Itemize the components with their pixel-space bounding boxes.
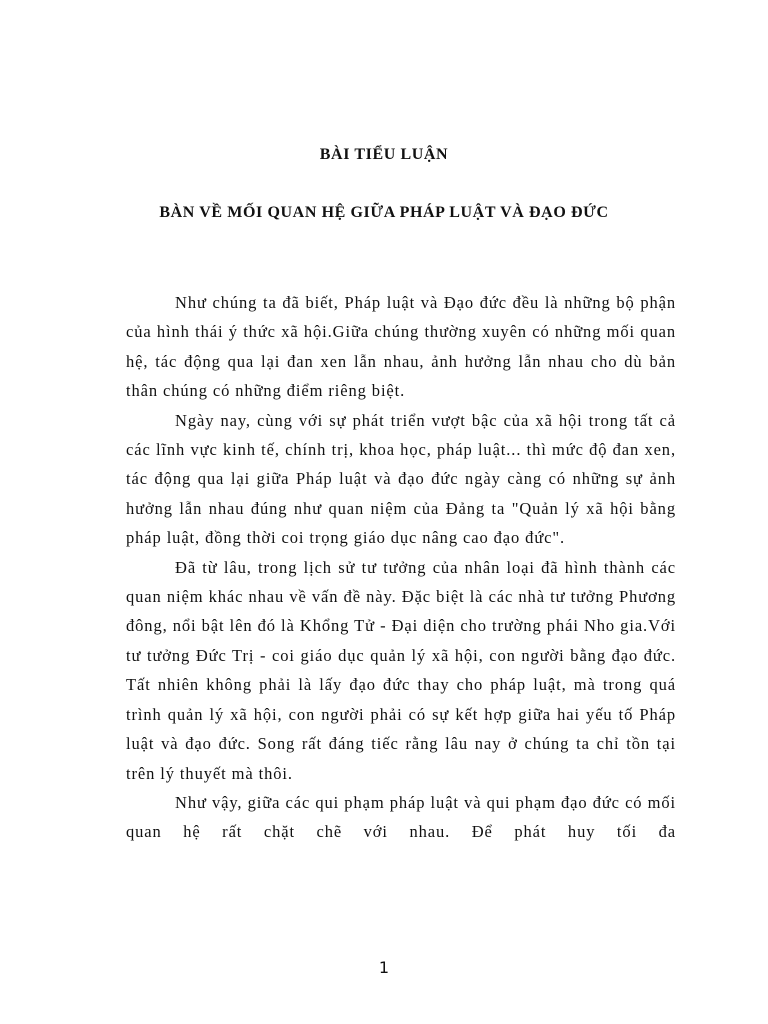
document-subtitle: BÀN VỀ MỐI QUAN HỆ GIỮA PHÁP LUẬT VÀ ĐẠO ĐỨC [159, 204, 609, 221]
document-body [126, 288, 676, 847]
document-title: BÀI TIỂU LUẬN [319, 146, 449, 163]
paragraph-1: Như chúng ta đã biết, Pháp luật và Đạo đức đều là những bộ phận của hình thái ý thức xã hội.Giữa chúng thường xuyên có những mối quan hệ, tác động qua lại đan xen lẫn nhau, ảnh hưởng lẫn nhau cho dù bản thân chúng có những điểm riêng biệt. [126, 293, 676, 401]
paragraph-3: Đã từ lâu, trong lịch sử tư tưởng của nhân loại đã hình thành các quan niệm khác nhau về vấn đề này. Đặc biệt là các nhà tư tưởng Phương đông, nổi bật lên đó là Khổng Tử - Đại diện cho trường phái Nho gia.Với tư tưởng Đức Trị - coi giáo dục quản lý xã hội, con người bằng đạo đức. Tất nhiên không phải là lấy đạo đức thay cho pháp luật, mà trong quá trình quản lý xã hội, con người phải có sự kết hợp giữa hai yếu tố Pháp luật và đạo đức. Song rất đáng tiếc rằng lâu nay ở chúng ta chỉ tồn tại trên lý thuyết mà thôi. [126, 557, 676, 783]
paragraph-2: Ngày nay, cùng với sự phát triển vượt bậc của xã hội trong tất cả các lĩnh vực kinh tế, chính trị, khoa học, pháp luật... thì mức độ đan xen, tác động qua lại giữa Pháp luật và đạo đức ngày càng có những sự ảnh hưởng lẫn nhau đúng như quan niệm của Đảng ta "Quản lý xã hội bằng pháp luật, đồng thời coi trọng giáo dục nâng cao đạo đức". [126, 410, 676, 548]
page-number: 1 [378, 958, 390, 977]
paragraph-4: Như vậy, giữa các qui phạm pháp luật và qui phạm đạo đức có mối quan hệ rất chặt chẽ với nhau. Để phát huy tối đa [126, 792, 676, 842]
